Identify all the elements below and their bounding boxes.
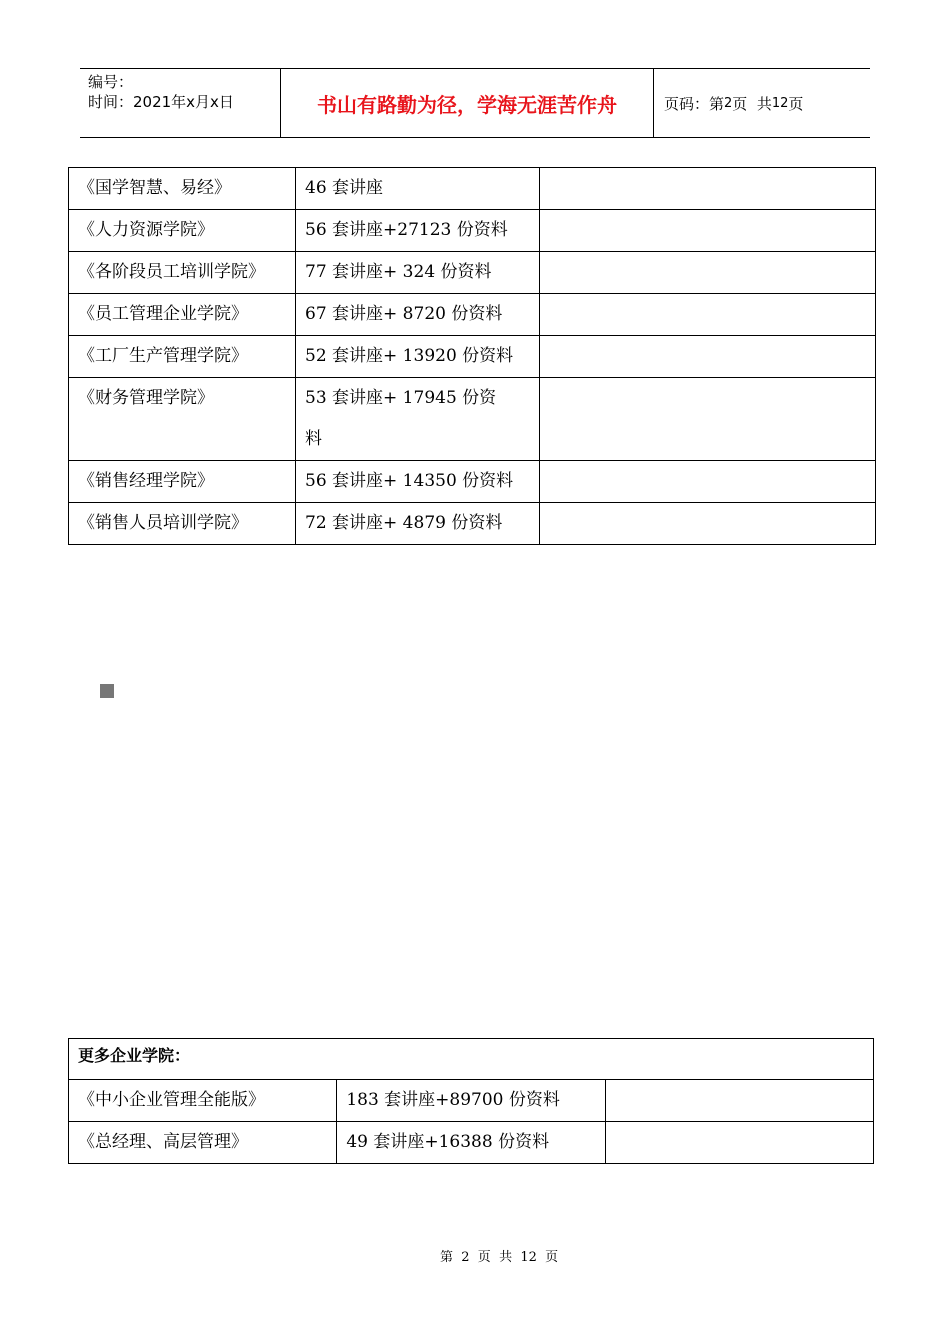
academy-name-cell: 《各阶段员工培训学院》 xyxy=(69,252,296,294)
academy-name-cell: 《总经理、高层管理》 xyxy=(69,1122,337,1164)
academy-name-cell: 《人力资源学院》 xyxy=(69,210,296,252)
academy-extra-cell xyxy=(540,210,876,252)
page-current: 2 xyxy=(724,95,733,111)
page-total: 12 xyxy=(771,95,789,111)
document-number-label: 编号： xyxy=(88,73,134,91)
academy-extra-cell xyxy=(605,1080,873,1122)
table-heading-row xyxy=(69,1039,874,1080)
table-row xyxy=(69,1122,874,1164)
page-middle: 页 共 xyxy=(732,94,772,113)
table-row xyxy=(69,461,876,503)
academy-name-cell: 《中小企业管理全能版》 xyxy=(69,1080,337,1122)
academy-content-cell: 77 套讲座+ 324 份资料 xyxy=(296,252,540,294)
page-prefix: 页码：第 xyxy=(664,94,725,113)
table-row xyxy=(69,1080,874,1122)
academy-extra-cell xyxy=(540,168,876,210)
page-footer: 第 2 页 共 12 页 xyxy=(440,1250,559,1265)
academy-name-cell: 《财务管理学院》 xyxy=(69,378,296,461)
academy-content-cell: 49 套讲座+16388 份资料 xyxy=(337,1122,605,1164)
more-academies-table xyxy=(68,1038,874,1164)
more-academies-heading: 更多企业学院： xyxy=(69,1039,874,1080)
header-meta xyxy=(88,72,234,112)
academy-extra-cell xyxy=(540,252,876,294)
academy-content-cell: 46 套讲座 xyxy=(296,168,540,210)
table-row xyxy=(69,252,876,294)
header-page-indicator xyxy=(664,69,803,137)
academy-table xyxy=(68,167,876,545)
academy-content-cell: 52 套讲座+ 13920 份资料 xyxy=(296,336,540,378)
table-row xyxy=(69,210,876,252)
academy-extra-cell xyxy=(540,336,876,378)
academy-content-cell: 53 套讲座+ 17945 份资料 xyxy=(296,378,540,461)
academy-content-cell: 56 套讲座+ 14350 份资料 xyxy=(296,461,540,503)
academy-name-cell: 《销售经理学院》 xyxy=(69,461,296,503)
table-row xyxy=(69,168,876,210)
academy-name-cell: 《国学智慧、易经》 xyxy=(69,168,296,210)
academy-name-cell: 《工厂生产管理学院》 xyxy=(69,336,296,378)
page-header xyxy=(80,68,870,138)
header-motto: 书山有路勤为径，学海无涯苦作舟 xyxy=(280,69,654,137)
square-bullet-icon xyxy=(100,684,114,698)
academy-extra-cell xyxy=(540,378,876,461)
academy-content-cell: 56 套讲座+27123 份资料 xyxy=(296,210,540,252)
academy-content-cell: 67 套讲座+ 8720 份资料 xyxy=(296,294,540,336)
academy-extra-cell xyxy=(540,503,876,545)
page-suffix: 页 xyxy=(788,94,804,113)
table-row xyxy=(69,503,876,545)
academy-content-cell: 183 套讲座+89700 份资料 xyxy=(337,1080,605,1122)
academy-content-cell: 72 套讲座+ 4879 份资料 xyxy=(296,503,540,545)
academy-name-cell: 《员工管理企业学院》 xyxy=(69,294,296,336)
table-row xyxy=(69,294,876,336)
academy-extra-cell xyxy=(605,1122,873,1164)
document-date-label: 时间：2021年x月x日 xyxy=(88,93,234,111)
academy-extra-cell xyxy=(540,461,876,503)
table-row xyxy=(69,336,876,378)
table-row xyxy=(69,378,876,461)
academy-extra-cell xyxy=(540,294,876,336)
academy-name-cell: 《销售人员培训学院》 xyxy=(69,503,296,545)
